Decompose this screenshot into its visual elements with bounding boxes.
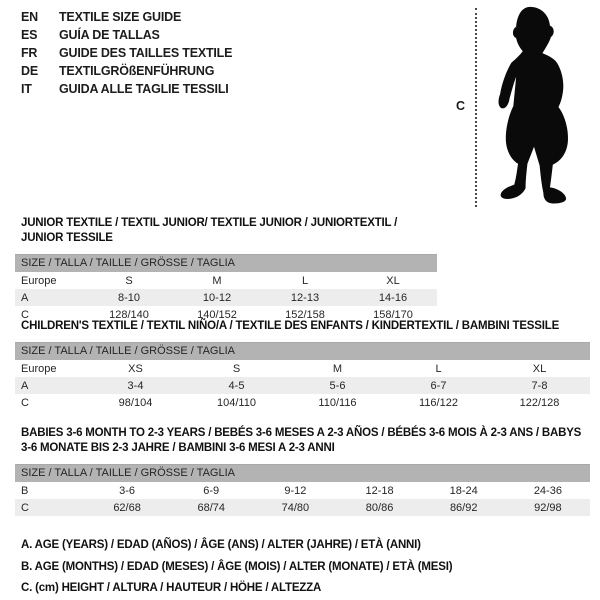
size-value-cell: 5-6: [287, 377, 388, 394]
table-row: [15, 360, 590, 377]
size-value-cell: 116/122: [419, 396, 458, 409]
language-code: DE: [21, 64, 38, 78]
size-value-cell: 12-13: [261, 289, 349, 306]
table-row: [15, 394, 590, 411]
row-label: A: [15, 377, 85, 394]
row-label: Europe: [21, 274, 57, 287]
row-label: B: [21, 484, 29, 497]
size-value-cell: M: [212, 274, 222, 287]
table-title: CHILDREN'S TEXTILE / TEXTIL NIÑO/A / TEXTILE DES ENFANTS / KINDERTEXTIL / BAMBINI TESSILE: [21, 320, 560, 332]
size-value-cell: S: [232, 362, 241, 375]
language-list: [21, 8, 232, 98]
language-title: GUÍA DE TALLAS: [59, 28, 160, 42]
height-measure-label: C: [456, 99, 466, 113]
size-value-cell: 62/68: [85, 499, 169, 516]
height-measure-line: [475, 8, 477, 207]
size-value-cell: 152/158: [285, 308, 325, 321]
language-row: [21, 80, 232, 98]
size-value-cell: 10-12: [173, 289, 261, 306]
size-value-cell: 158/170: [373, 308, 413, 321]
size-value-cell: 12-18: [365, 484, 394, 497]
legend-notes: [21, 535, 452, 600]
table-row: [15, 289, 437, 306]
size-value-cell: 122/128: [519, 396, 560, 409]
size-value-cell: 24-36: [533, 484, 562, 497]
size-value-cell: L: [435, 362, 442, 375]
size-value-cell: 6-9: [203, 484, 220, 497]
table-title: JUNIOR TEXTILE / TEXTIL JUNIOR/ TEXTILE JUNIOR / JUNIORTEXTIL / JUNIOR TESSILE: [21, 217, 398, 244]
language-row: [21, 44, 232, 62]
size-value-cell: 104/110: [217, 396, 256, 409]
size-value-cell: 92/98: [506, 499, 590, 516]
row-label: A: [15, 289, 85, 306]
size-header-band: SIZE / TALLA / TAILLE / GRÖSSE / TAGLIA: [15, 464, 590, 482]
legend-note: B. AGE (MONTHS) / EDAD (MESES) / ÂGE (MOIS) / ALTER (MONATE) / ETÀ (MESI): [21, 560, 453, 573]
size-value-cell: M: [332, 362, 343, 375]
section-childrens-textile: [15, 319, 590, 411]
language-code: ES: [21, 28, 38, 42]
junior-size-table: [15, 272, 437, 323]
language-row: [21, 8, 232, 26]
row-label: C: [21, 308, 29, 321]
language-title: GUIDE DES TAILLES TEXTILE: [59, 46, 233, 60]
babies-size-table: [15, 482, 590, 516]
language-title: TEXTILGRÖßENFÜHRUNG: [59, 64, 215, 78]
size-value-cell: XL: [532, 362, 547, 375]
language-title: GUIDA ALLE TAGLIE TESSILI: [59, 82, 229, 96]
legend-note: A. AGE (YEARS) / EDAD (AÑOS) / ÂGE (ANS) / ALTER (JAHRE) / ETÀ (ANNI): [21, 539, 421, 551]
size-value-cell: L: [301, 274, 309, 287]
section-babies-textile: [15, 426, 590, 516]
size-value-cell: 68/74: [169, 499, 253, 516]
size-value-cell: XL: [386, 274, 400, 287]
size-value-cell: 7-8: [489, 377, 590, 394]
legend-note: C. (cm) HEIGHT / ALTURA / HAUTEUR / HÖHE / ALTEZZA: [21, 582, 322, 594]
size-value-cell: 140/152: [197, 308, 237, 321]
baby-silhouette-icon: [487, 4, 581, 212]
table-row: [15, 272, 437, 289]
table-row: [15, 499, 590, 516]
size-value-cell: XS: [128, 362, 143, 375]
language-title: TEXTILE SIZE GUIDE: [59, 10, 182, 24]
size-value-cell: 8-10: [85, 289, 173, 306]
size-value-cell: 80/86: [337, 499, 421, 516]
size-value-cell: 18-24: [449, 484, 478, 497]
size-value-cell: 98/104: [118, 396, 153, 409]
size-value-cell: 3-4: [85, 377, 186, 394]
row-label: C: [15, 499, 85, 516]
size-value-cell: 110/116: [318, 396, 357, 409]
size-value-cell: 128/140: [109, 308, 149, 321]
language-row: [21, 26, 232, 44]
row-label: C: [21, 396, 29, 409]
language-code: IT: [21, 82, 32, 96]
size-value-cell: 9-12: [284, 484, 307, 497]
size-value-cell: 4-5: [186, 377, 287, 394]
table-title: BABIES 3-6 MONTH TO 2-3 YEARS / BEBÉS 3-6 MESES A 2-3 AÑOS / BÉBÉS 3-6 MOIS À 2-3 ANS / BABYS 3-6 MONATE BIS 2-3 JAHRE / BAMBINI 3-6 MESI A 2-3 ANNI: [21, 427, 582, 454]
language-code: EN: [21, 10, 38, 24]
table-row: [15, 377, 590, 394]
childrens-size-table: [15, 360, 590, 411]
size-value-cell: 74/80: [253, 499, 337, 516]
language-code: FR: [21, 46, 38, 60]
size-value-cell: S: [125, 274, 133, 287]
size-value-cell: 14-16: [349, 289, 437, 306]
row-label: Europe: [21, 362, 57, 375]
size-value-cell: 3-6: [119, 484, 136, 497]
size-header-band: SIZE / TALLA / TAILLE / GRÖSSE / TAGLIA: [15, 342, 590, 360]
baby-figure: [450, 0, 600, 216]
language-row: [21, 62, 232, 80]
size-header-band: SIZE / TALLA / TAILLE / GRÖSSE / TAGLIA: [15, 254, 437, 272]
section-junior-textile: [15, 216, 437, 323]
size-value-cell: 86/92: [422, 499, 506, 516]
table-row: [15, 482, 590, 499]
size-value-cell: 6-7: [388, 377, 489, 394]
